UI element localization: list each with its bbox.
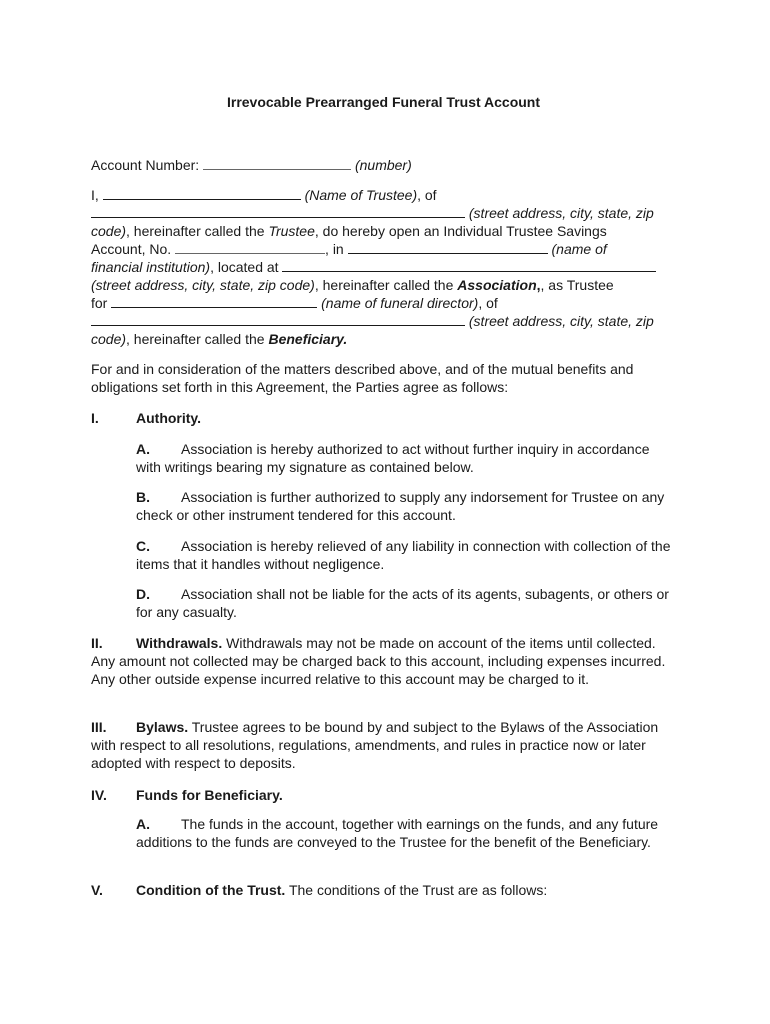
beneficiary-address-blank[interactable]: [91, 312, 465, 326]
savings-account-blank[interactable]: [175, 240, 325, 254]
association-line: (street address, city, state, zip code), hereinafter called the Association,, as Trustee: [91, 277, 614, 293]
section-iv-heading: IV. Funds for Beneficiary.: [91, 787, 283, 803]
account-number-blank[interactable]: [203, 156, 351, 170]
account-number-hint: (number): [354, 157, 412, 173]
trustee-address-hint: (street address, city, state, zip: [468, 205, 654, 221]
funeral-director-hint: (name of funeral director): [321, 295, 479, 311]
savings-account-line: Account, No. , in (name of: [91, 241, 607, 257]
section-i-b: B. Association is further authorized to supply any indorsement for Trustee on any check or other instrument tendered for this account.: [136, 489, 665, 523]
financial-institution-blank[interactable]: [348, 240, 548, 254]
section-v: V. Condition of the Trust. The conditions of the Trust are as follows:: [91, 882, 548, 898]
account-number-line: [91, 156, 676, 174]
section-iv-a: A. The funds in the account, together with earnings on the funds, and any future additions to the funds are conveyed to the Trustee for the benefit of the Beneficiary.: [136, 816, 659, 850]
institution-address-blank[interactable]: [282, 258, 656, 272]
trustee-name-blank[interactable]: [103, 186, 301, 200]
trustee-name-hint: (Name of Trustee): [304, 187, 418, 203]
section-ii: II. Withdrawals. Withdrawals may not be made on account of the items until collected. Any amount not collected may be charged back to this account, including expenses incurred. Any other outside expense incurred relative to this account may be charged to it.: [91, 635, 666, 687]
account-number-label: Account Number:: [91, 157, 200, 173]
section-i-heading: I. Authority.: [91, 410, 202, 426]
section-i-d: D. Association shall not be liable for the acts of its agents, subagents, or others or for any casualty.: [136, 586, 669, 620]
section-iii: III. Bylaws. Trustee agrees to be bound by and subject to the Bylaws of the Association with respect to all resolutions, regulations, amendments, and rules in practice now or later adopted with respect to deposits.: [91, 719, 659, 771]
funeral-director-line: for (name of funeral director), of: [91, 295, 498, 311]
trustee-address-line: [91, 204, 676, 222]
trustee-designation-line: code), hereinafter called the Trustee, do hereby open an Individual Trustee Savings: [91, 223, 607, 239]
funeral-director-blank[interactable]: [111, 294, 317, 308]
consideration-paragraph: For and in consideration of the matters described above, and of the mutual benefits and obligations set forth in this Agreement, the Parties agree as follows:: [91, 361, 634, 395]
section-i-c: C. Association is hereby relieved of any liability in connection with collection of the items that it handles without negligence.: [136, 538, 671, 572]
beneficiary-address-line: (street address, city, state, zip: [91, 312, 676, 330]
trustee-line: I, (Name of Trustee), of: [91, 187, 437, 203]
trustee-address-blank[interactable]: [91, 204, 465, 218]
beneficiary-designation-line: code), hereinafter called the Beneficiary.: [91, 331, 348, 347]
financial-institution-line: financial institution), located at: [91, 258, 676, 276]
section-i-a: A. Association is hereby authorized to act without further inquiry in accordance with writings bearing my signature as contained below.: [136, 441, 650, 475]
document-title: Irrevocable Prearranged Funeral Trust Account: [226, 94, 541, 110]
